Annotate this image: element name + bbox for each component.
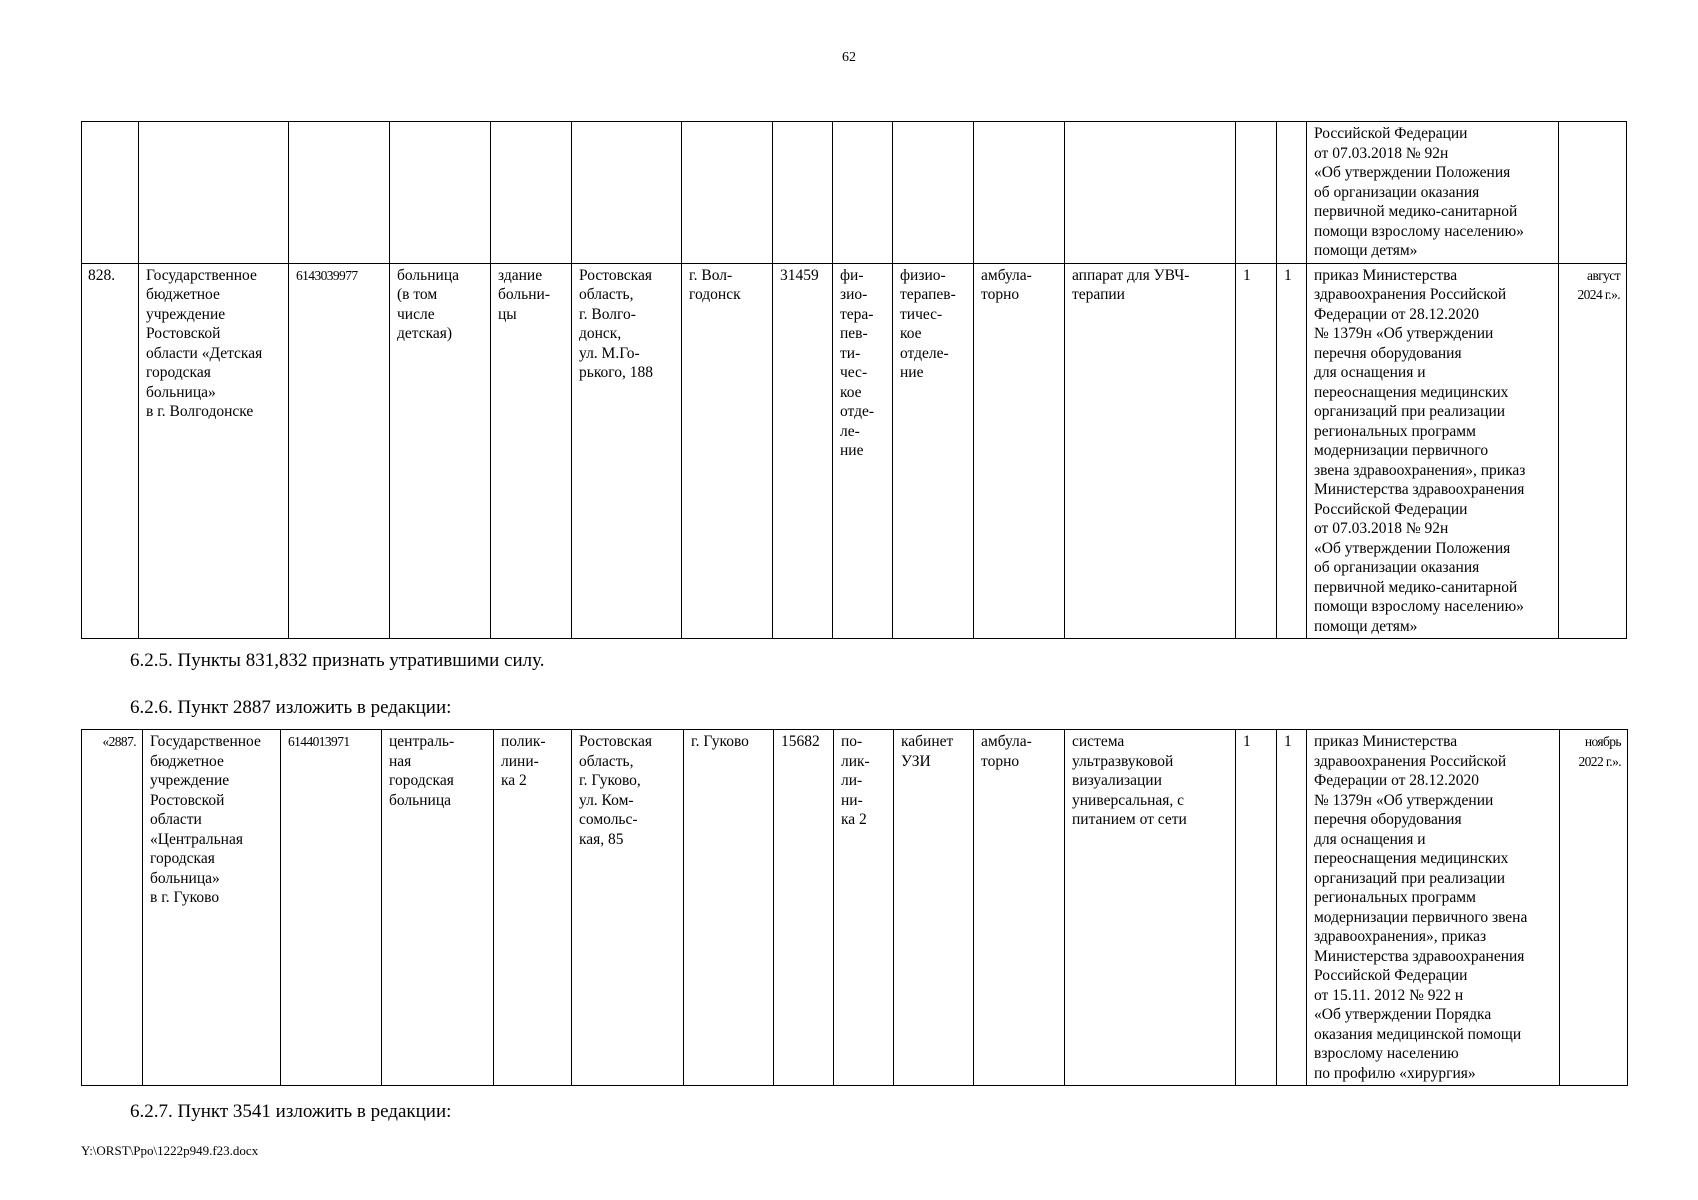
cell-city: г. Вол- годонск — [682, 263, 773, 639]
registry-table-2887 — [81, 729, 1628, 1086]
cell-quantity-2: 1 — [1277, 263, 1307, 639]
cell-empty — [390, 122, 491, 264]
cell-code: 31459 — [773, 263, 833, 639]
cell-empty — [682, 122, 773, 264]
cell-quantity-1: 1 — [1236, 263, 1277, 639]
cell-legal-basis: Российской Федерации от 07.03.2018 № 92н «Об утверждении Положения об организации оказания первичной медико-санитарной помощи взрослому населению» помощи детям» — [1307, 122, 1559, 264]
cell-address: Ростовская область, г. Гуково, ул. Ком- сомольс- кая, 85 — [572, 730, 684, 1086]
cell-empty — [1065, 122, 1236, 264]
file-path-footer: Y:\ORST\Ppo\1222p949.f23.docx — [81, 1143, 259, 1158]
paragraph-6-2-5: 6.2.5. Пункты 831,832 признать утратившими силу. — [130, 650, 545, 671]
cell-equipment: аппарат для УВЧ- терапии — [1065, 263, 1236, 639]
cell-inn: 6144013971 — [281, 730, 382, 1086]
cell-item-number: «2887. — [82, 730, 143, 1086]
cell-department: кабинет УЗИ — [894, 730, 974, 1086]
cell-equipment: система ультразвуковой визуализации универсальная, с питанием от сети — [1065, 730, 1236, 1086]
cell-empty — [773, 122, 833, 264]
cell-quantity-1: 1 — [1236, 730, 1277, 1086]
cell-organization: Государственное бюджетное учреждение Ростовской области «Детская городская больница» в г. Волгодонске — [139, 263, 289, 639]
cell-empty — [289, 122, 390, 264]
paragraph-6-2-6: 6.2.6. Пункт 2887 изложить в редакции: — [130, 697, 452, 718]
table-row-continuation — [82, 122, 1627, 264]
cell-code: 15682 — [774, 730, 834, 1086]
table-row — [82, 263, 1627, 639]
cell-facility-type: больница (в том числе детская) — [390, 263, 491, 639]
cell-date: ноябрь 2022 г.». — [1560, 730, 1628, 1086]
cell-quantity-2: 1 — [1277, 730, 1307, 1086]
cell-building: здание больни- цы — [491, 263, 572, 639]
cell-organization: Государственное бюджетное учреждение Ростовской области «Центральная городская больница» в г. Гуково — [143, 730, 281, 1086]
table-row — [82, 730, 1628, 1086]
cell-empty — [139, 122, 289, 264]
cell-empty — [893, 122, 974, 264]
page-number: 62 — [842, 50, 856, 65]
cell-building: полик- лини- ка 2 — [494, 730, 572, 1086]
cell-care-form: амбула- торно — [974, 263, 1065, 639]
cell-address: Ростовская область, г. Волго- донск, ул. М.Го- рького, 188 — [572, 263, 682, 639]
cell-facility-type: централь- ная городская больница — [382, 730, 494, 1086]
registry-table-continued — [81, 121, 1627, 639]
cell-legal-basis: приказ Министерства здравоохранения Российской Федерации от 28.12.2020 № 1379н «Об утверждении перечня оборудования для оснащения и переоснащения медицинских организаций при реализации региональных программ модернизации первичного звена здравоохранения», приказ Министерства здравоохранения Российской Федерации от 07.03.2018 № 92н «Об утверждении Положения об организации оказания первичной медико-санитарной помощи взрослому населению» помощи детям» — [1307, 263, 1559, 639]
cell-department: физио- терапев- тичес- кое отделе- ние — [893, 263, 974, 639]
cell-empty — [491, 122, 572, 264]
cell-unit: фи- зио- тера- пев- ти- чес- кое отде- ле- ние — [833, 263, 893, 639]
cell-item-number: 828. — [82, 263, 139, 639]
cell-empty — [1277, 122, 1307, 264]
cell-empty — [82, 122, 139, 264]
cell-date: август 2024 г.». — [1559, 263, 1627, 639]
cell-legal-basis: приказ Министерства здравоохранения Российской Федерации от 28.12.2020 № 1379н «Об утверждении перечня оборудования для оснащения и переоснащения медицинских организаций при реализации региональных программ модернизации первичного звена здравоохранения», приказ Министерства здравоохранения Российской Федерации от 15.11. 2012 № 922 н «Об утверждении Порядка оказания медицинской помощи взрослому населению по профилю «хирургия» — [1307, 730, 1560, 1086]
cell-care-form: амбула- торно — [974, 730, 1065, 1086]
cell-unit: по- лик- ли- ни- ка 2 — [834, 730, 894, 1086]
paragraph-6-2-7: 6.2.7. Пункт 3541 изложить в редакции: — [130, 1101, 452, 1122]
cell-empty — [1559, 122, 1627, 264]
cell-empty — [572, 122, 682, 264]
cell-empty — [833, 122, 893, 264]
cell-inn: 6143039977 — [289, 263, 390, 639]
cell-empty — [1236, 122, 1277, 264]
cell-empty — [974, 122, 1065, 264]
cell-city: г. Гуково — [684, 730, 774, 1086]
